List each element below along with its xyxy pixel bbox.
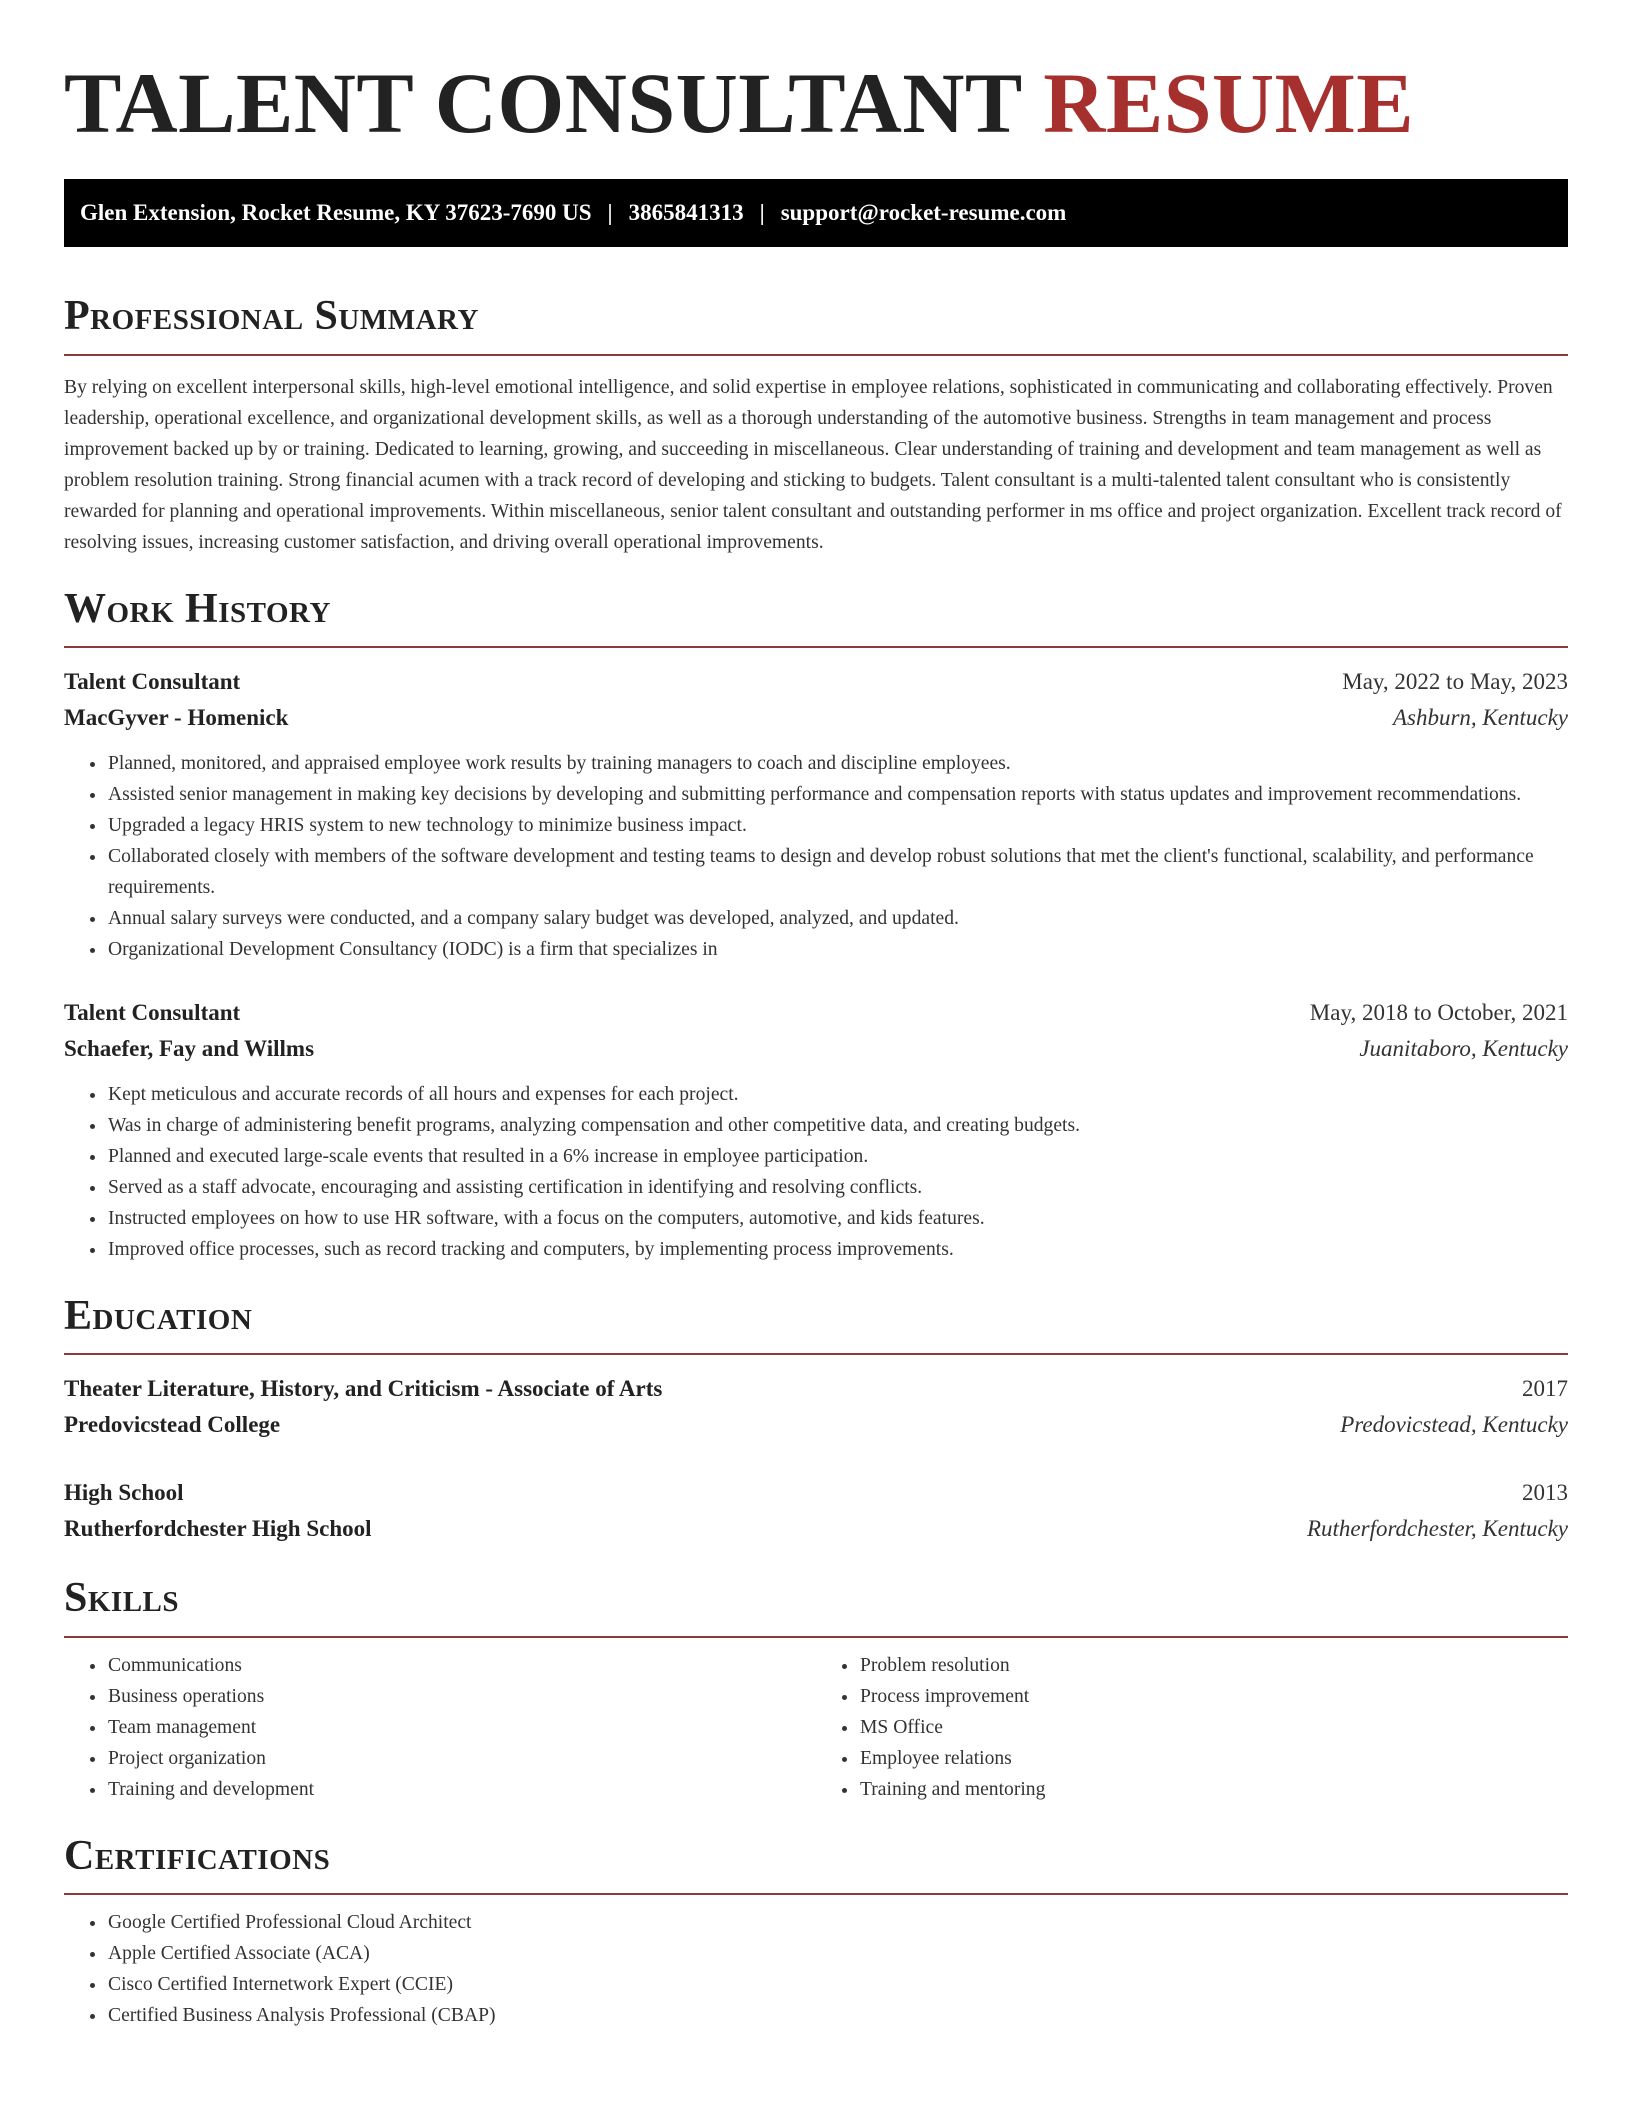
list-item: • Communications	[107, 1650, 816, 1681]
job-company: MacGyver - Homenick	[64, 704, 289, 730]
list-item: • Process improvement	[859, 1681, 1568, 1712]
list-item: • Assisted senior management in making key decisions by developing and submitting performance and compensation reports with status updates and improvement recommendations.	[107, 779, 1568, 810]
education-location: Rutherfordchester, Kentucky	[1306, 1516, 1568, 1542]
job-company-row	[64, 700, 1568, 736]
education-school: Predovicstead College	[64, 1412, 281, 1438]
education-location: Predovicstead, Kentucky	[1340, 1412, 1568, 1438]
education-entry	[64, 1371, 1568, 1443]
list-item: • Team management	[107, 1712, 816, 1743]
list-item: • Employee relations	[859, 1743, 1568, 1774]
contact-bar	[64, 179, 1568, 247]
job-company: Schaefer, Fay and Willms	[64, 1035, 315, 1061]
list-item: • Training and mentoring	[859, 1774, 1568, 1805]
section-heading: Certifications	[64, 1832, 331, 1879]
summary-section	[64, 291, 1568, 557]
education-degree: Theater Literature, History, and Criticism - Associate of Arts	[64, 1376, 663, 1402]
list-item: • Organizational Development Consultancy (IODC) is a firm that specializes in	[107, 934, 1568, 965]
education-year: 2017	[1522, 1376, 1568, 1402]
job-title: Talent Consultant	[64, 668, 241, 694]
certifications-section	[64, 1831, 1568, 2031]
education-degree: High School	[64, 1480, 184, 1506]
list-item: • MS Office	[859, 1712, 1568, 1743]
job-entry	[64, 995, 1568, 1265]
education-entry	[64, 1475, 1568, 1547]
contact-address: Glen Extension, Rocket Resume, KY 37623-7690 US	[80, 200, 592, 226]
work-history-section	[64, 584, 1568, 1265]
skills-list-right	[816, 1650, 1568, 1805]
education-school-row	[64, 1407, 1568, 1443]
job-entry	[64, 664, 1568, 965]
job-bullets	[64, 748, 1568, 965]
section-heading: Skills	[64, 1575, 180, 1622]
section-heading: Education	[64, 1292, 253, 1339]
skills-grid	[64, 1650, 1568, 1805]
education-school: Rutherfordchester High School	[64, 1516, 372, 1542]
list-item: • Collaborated closely with members of the software development and testing teams to design and develop robust solutions that met the client's functional, scalability, and performance requirements.	[107, 841, 1568, 903]
list-item: • Instructed employees on how to use HR software, with a focus on the computers, automotive, and kids features.	[107, 1203, 1568, 1234]
list-item: • Cisco Certified Internetwork Expert (CCIE)	[107, 1969, 1568, 2000]
list-item: • Kept meticulous and accurate records of all hours and expenses for each project.	[107, 1079, 1568, 1110]
education-school-row	[64, 1511, 1568, 1547]
list-item: • Project organization	[107, 1743, 816, 1774]
title-accent: RESUME	[1043, 55, 1415, 151]
resume-title	[64, 52, 1568, 155]
section-divider	[64, 1353, 1568, 1355]
education-year: 2013	[1522, 1480, 1568, 1506]
job-location: Juanitaboro, Kentucky	[1359, 1035, 1568, 1061]
list-item: • Planned, monitored, and appraised employee work results by training managers to coach and discipline employees.	[107, 748, 1568, 779]
list-item: • Upgraded a legacy HRIS system to new technology to minimize business impact.	[107, 810, 1568, 841]
skills-list-left	[64, 1650, 816, 1805]
contact-separator: |	[607, 200, 613, 226]
job-dates: May, 2022 to May, 2023	[1342, 668, 1568, 694]
list-item: • Annual salary surveys were conducted, and a company salary budget was developed, analyzed, and updated.	[107, 903, 1568, 934]
summary-text: By relying on excellent interpersonal skills, high-level emotional intelligence, and solid expertise in employee relations, sophisticated in communicating and collaborating effectively. Proven leadership, operational excellence, and organizational development skills, as well as a thorough understanding of the automotive business. Strengths in team management and process improvement backed up by or training. Dedicated to learning, growing, and succeeding in miscellaneous. Clear understanding of training and development and team management as well as problem resolution training. Strong financial acumen with a track record of developing and sticking to budgets. Talent consultant is a multi-talented talent consultant who is consistently rewarded for planning and operational improvements. Within miscellaneous, senior talent consultant and outstanding performer in ms office and project organization. Excellent track record of resolving issues, increasing customer satisfaction, and driving overall operational improvements.	[64, 376, 1562, 553]
skills-section	[64, 1573, 1568, 1804]
section-heading: Professional Summary	[64, 293, 479, 340]
list-item: • Google Certified Professional Cloud Architect	[107, 1907, 1568, 1938]
job-title-row	[64, 664, 1568, 700]
job-dates: May, 2018 to October, 2021	[1309, 999, 1568, 1025]
job-bullets	[64, 1079, 1568, 1265]
job-title: Talent Consultant	[64, 999, 241, 1025]
section-divider	[64, 1636, 1568, 1638]
list-item: • Problem resolution	[859, 1650, 1568, 1681]
section-divider	[64, 646, 1568, 648]
contact-email: support@rocket-resume.com	[780, 200, 1067, 226]
list-item: • Training and development	[107, 1774, 816, 1805]
list-item: • Was in charge of administering benefit programs, analyzing compensation and other competitive data, and creating budgets.	[107, 1110, 1568, 1141]
section-divider	[64, 1893, 1568, 1895]
section-heading: Work History	[64, 585, 331, 632]
list-item: • Improved office processes, such as record tracking and computers, by implementing process improvements.	[107, 1234, 1568, 1265]
title-main: TALENT CONSULTANT	[64, 55, 1022, 151]
education-degree-row	[64, 1475, 1568, 1511]
contact-separator: |	[759, 200, 765, 226]
education-degree-row	[64, 1371, 1568, 1407]
section-divider	[64, 354, 1568, 356]
list-item: • Business operations	[107, 1681, 816, 1712]
list-item: • Served as a staff advocate, encouraging and assisting certification in identifying and resolving conflicts.	[107, 1172, 1568, 1203]
list-item: • Planned and executed large-scale events that resulted in a 6% increase in employee participation.	[107, 1141, 1568, 1172]
certifications-list	[64, 1907, 1568, 2031]
job-location: Ashburn, Kentucky	[1392, 704, 1568, 730]
contact-phone: 3865841313	[628, 200, 744, 226]
education-section	[64, 1291, 1568, 1547]
job-company-row	[64, 1031, 1568, 1067]
list-item: • Certified Business Analysis Professional (CBAP)	[107, 2000, 1568, 2031]
list-item: • Apple Certified Associate (ACA)	[107, 1938, 1568, 1969]
job-title-row	[64, 995, 1568, 1031]
